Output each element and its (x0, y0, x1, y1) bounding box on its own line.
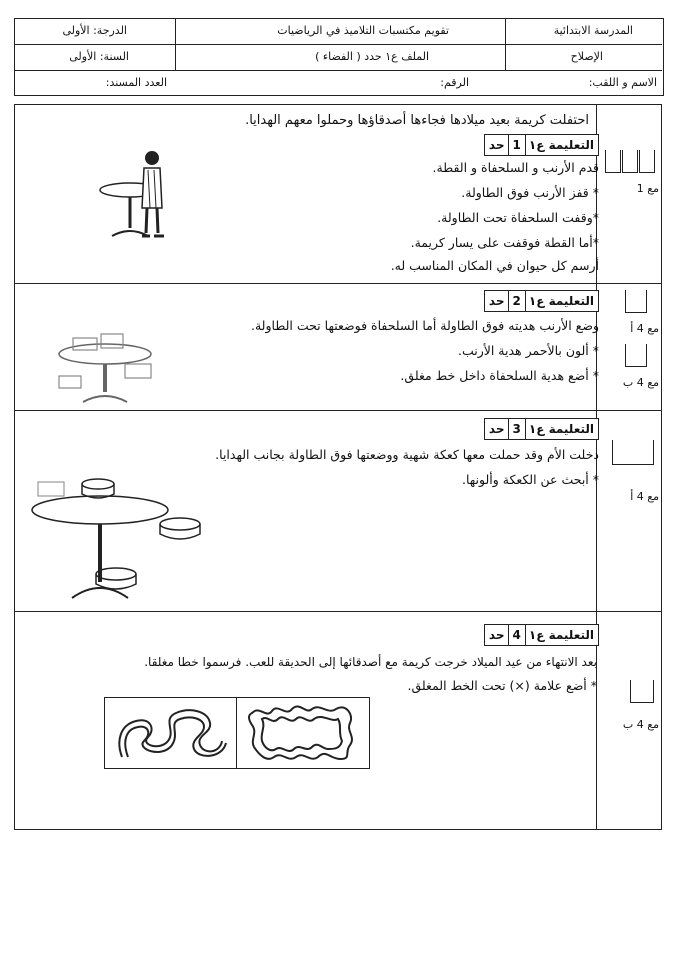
s1-line-4: *أما القطة فوقفت على يسار كريمة. (410, 235, 599, 250)
criterion-label-s1: مع 1 (636, 182, 659, 195)
score-box-1a[interactable] (605, 150, 621, 173)
score-box-3[interactable] (612, 440, 654, 465)
domain-label: الملف ع١ حدد ( الفضاء ) (315, 50, 429, 63)
degree-label: الدرجة: الأولى (62, 24, 127, 37)
instruction-suffix: حد (488, 628, 505, 642)
name-label: الاسم و اللقب: (588, 76, 657, 89)
instruction-number: 2 (508, 291, 526, 311)
instruction-suffix: حد (488, 294, 505, 308)
instruction-suffix: حد (488, 138, 505, 152)
s1-line-2: * قفز الأرنب فوق الطاولة. (461, 185, 599, 200)
curves-divider (236, 697, 237, 769)
instruction-label-text: التعليمة ع١ (528, 138, 594, 152)
section-divider-2 (14, 410, 662, 411)
instruction-suffix: حد (488, 422, 505, 436)
assessment-title: تقويم مكتسبات التلاميذ في الرياضيات (277, 24, 449, 37)
year-label: السنة: الأولى (69, 50, 129, 63)
s1-line-3: *وقفت السلحفاة تحت الطاولة. (437, 210, 599, 225)
header-mid-line-center (175, 44, 505, 45)
header-mid-line-right (505, 44, 662, 45)
s4-line-2: * أضع علامة (×) تحت الخط المغلق. (407, 678, 597, 693)
instruction-label-1 (484, 134, 599, 156)
s1-line-5: أرسم كل حيوان في المكان المناسب له. (390, 258, 599, 273)
table-gifts-illustration (55, 330, 155, 406)
girl-table-illustration (90, 148, 200, 243)
instruction-label-4 (484, 624, 599, 646)
instruction-number: 3 (508, 419, 526, 439)
number-label: الرقم: (440, 76, 469, 89)
instruction-label-text: التعليمة ع١ (528, 294, 594, 308)
reform-label: الإصلاح (570, 50, 603, 63)
criterion-label-s2a: مع 4 أ (630, 322, 659, 335)
header-mid-line-left (14, 44, 175, 45)
s4-line-1: بعد الانتهاء من عيد الميلاد خرجت كريمة مع أصدقائها إلى الحديقة للعب. فرسموا خطا مغلقا. (144, 655, 597, 669)
s3-line-1: دخلت الأم وقد حملت معها كعكة شهية ووضعتها فوق الطاولة بجانب الهدايا. (215, 447, 599, 462)
criterion-label-s2b: مع 4 ب (622, 376, 659, 389)
s2-line-3: * أضع هدية السلحفاة داخل خط مغلق. (400, 368, 599, 383)
score-box-1c[interactable] (639, 150, 655, 173)
criterion-label-s4: مع 4 ب (622, 718, 659, 731)
score-box-1b[interactable] (622, 150, 638, 173)
instruction-label-text: التعليمة ع١ (528, 422, 594, 436)
s2-line-1: وضع الأرنب هديته فوق الطاولة أما السلحفاة فوضعتها تحت الطاولة. (251, 318, 599, 333)
score-box-4[interactable] (630, 680, 654, 703)
score-box-2b[interactable] (625, 344, 647, 367)
s3-line-2: * أبحث عن الكعكة وألونها. (461, 472, 599, 487)
s1-line-1: قدم الأرنب و السلحفاة و القطة. (432, 160, 599, 175)
open-curve-drawing[interactable] (110, 701, 232, 765)
intro-text: احتفلت كريمة بعيد ميلادها فجاءها أصدقاؤها وحملوا معهم الهدايا. (245, 113, 589, 128)
section-divider-3 (14, 611, 662, 612)
s2-line-2: * ألون بالأحمر هدية الأرنب. (457, 343, 599, 358)
closed-curve-drawing[interactable] (242, 701, 366, 765)
section-divider-1 (14, 283, 662, 284)
header-row-divider (14, 70, 662, 71)
instruction-label-2 (484, 290, 599, 312)
criterion-label-s3: مع 4 أ (630, 490, 659, 503)
instruction-label-text: التعليمة ع١ (528, 628, 594, 642)
instruction-number: 1 (508, 135, 526, 155)
assigned-number-label: العدد المسند: (105, 76, 167, 89)
table-cake-illustration (28, 474, 218, 604)
school-name: المدرسة الابتدائية (553, 24, 633, 37)
score-box-2a[interactable] (625, 290, 647, 313)
instruction-label-3 (484, 418, 599, 440)
instruction-number: 4 (508, 625, 526, 645)
